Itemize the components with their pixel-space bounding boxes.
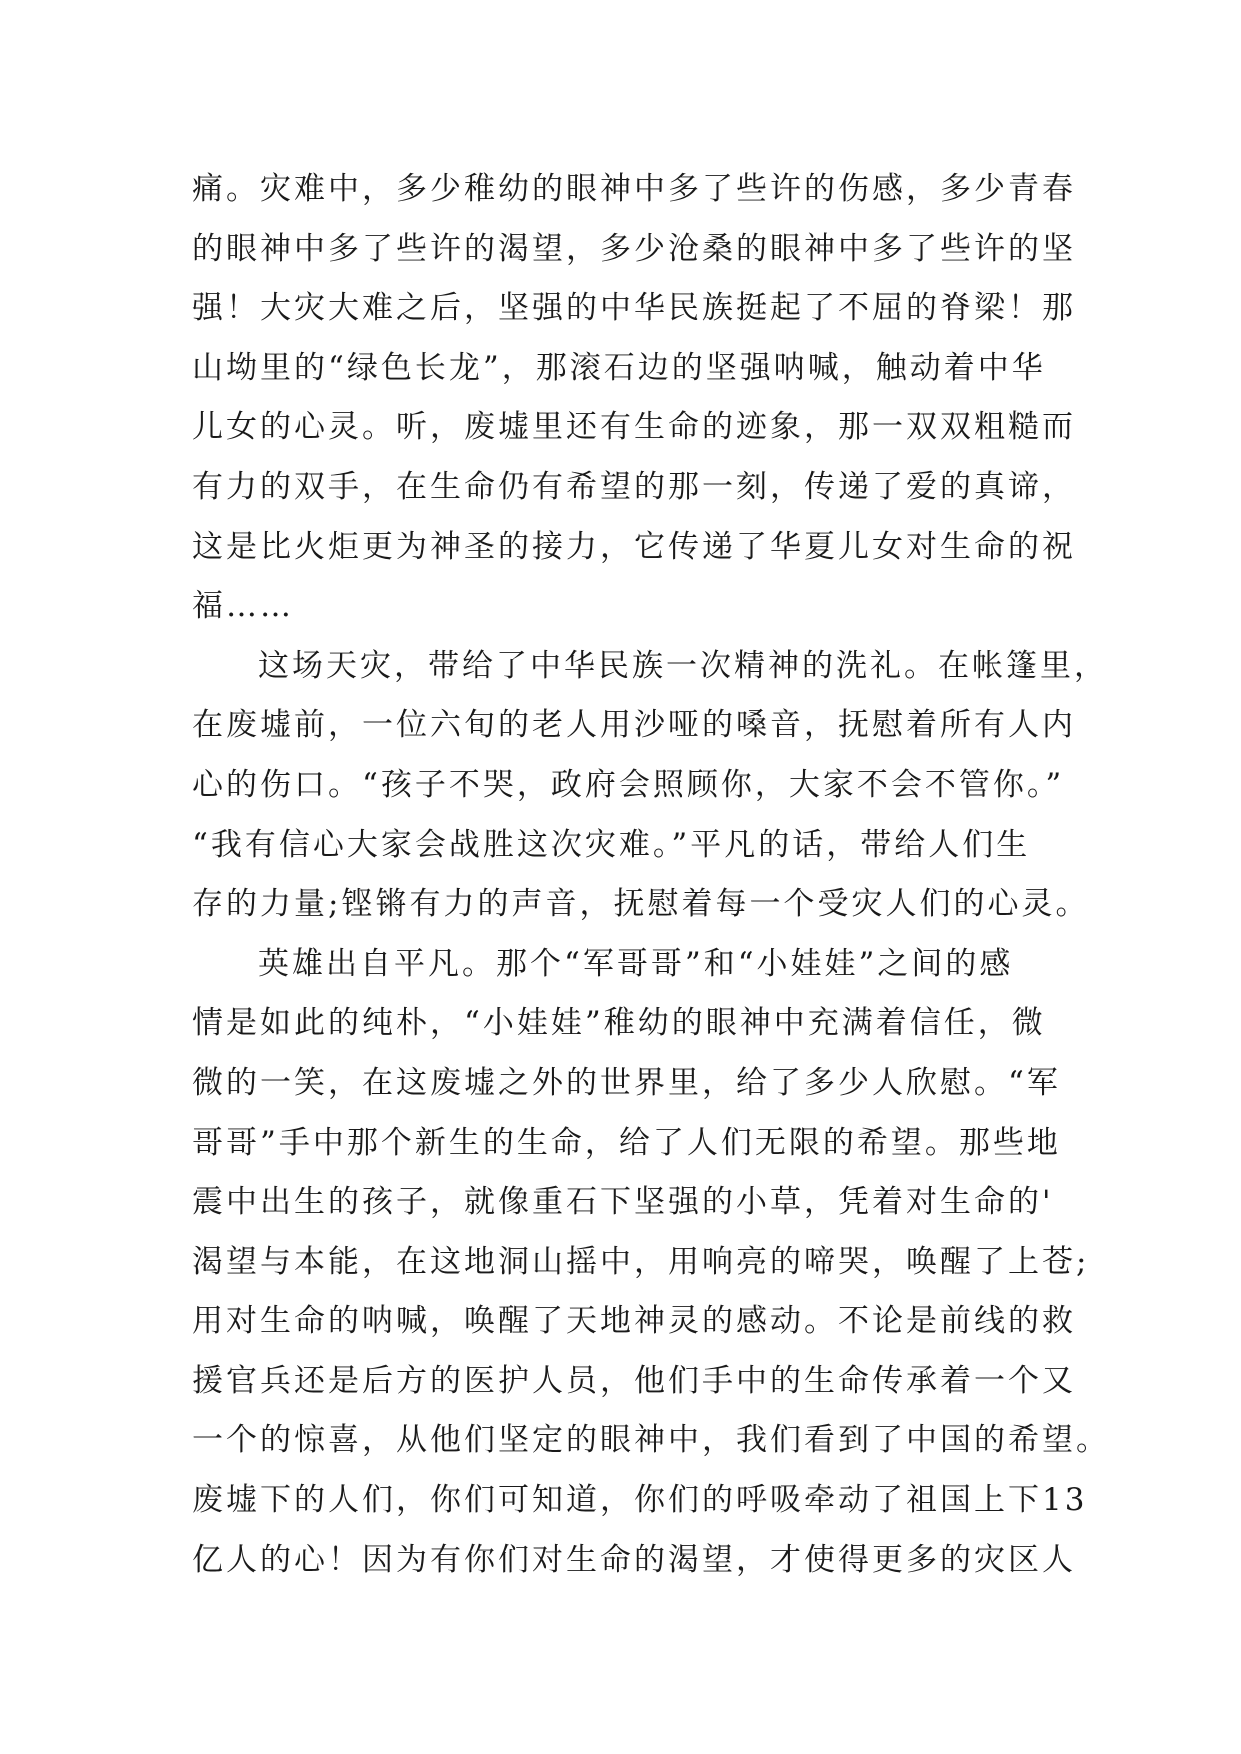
text-line: 儿女的心灵。听，废墟里还有生命的迹象，那一双双粗糙而 bbox=[192, 409, 1076, 446]
text-line: 有力的双手，在生命仍有希望的那一刻，传递了爱的真谛， bbox=[192, 468, 1076, 505]
text-line: 亿人的心！因为有你们对生命的渴望，才使得更多的灾区人 bbox=[192, 1541, 1076, 1578]
text-line: 福…… bbox=[192, 588, 294, 625]
text-line: 山坳里的“绿色长龙”，那滚石边的坚强呐喊，触动着中华 bbox=[192, 349, 1046, 386]
text-line: 渴望与本能，在这地洞山摇中，用响亮的啼哭，唤醒了上苍; bbox=[192, 1243, 1090, 1280]
text-line: 微的一笑，在这废墟之外的世界里，给了多少人欣慰。“军 bbox=[192, 1064, 1061, 1101]
text-line: 英雄出自平凡。那个“军哥哥”和“小娃娃”之间的感 bbox=[258, 945, 1014, 982]
text-line: 哥哥”手中那个新生的生命，给了人们无限的希望。那些地 bbox=[192, 1124, 1061, 1161]
text-line: 这场天灾，带给了中华民族一次精神的洗礼。在帐篷里， bbox=[258, 647, 1108, 684]
text-line: “我有信心大家会战胜这次灾难。”平凡的话，带给人们生 bbox=[192, 826, 1031, 863]
text-line: 强！大灾大难之后，坚强的中华民族挺起了不屈的脊梁！那 bbox=[192, 290, 1076, 327]
text-line: 痛。灾难中，多少稚幼的眼神中多了些许的伤感，多少青春 bbox=[192, 171, 1076, 207]
text-line: 情是如此的纯朴，“小娃娃”稚幼的眼神中充满着信任，微 bbox=[192, 1005, 1046, 1042]
text-line: 震中出生的孩子，就像重石下坚强的小草，凭着对生命的' bbox=[192, 1184, 1054, 1221]
text-line: 在废墟前，一位六旬的老人用沙哑的嗓音，抚慰着所有人内 bbox=[192, 707, 1076, 744]
text-line: 援官兵还是后方的医护人员，他们手中的生命传承着一个又 bbox=[192, 1362, 1076, 1399]
text-line: 废墟下的人们，你们可知道，你们的呼吸牵动了祖国上下13 bbox=[192, 1482, 1088, 1519]
text-line: 用对生命的呐喊，唤醒了天地神灵的感动。不论是前线的救 bbox=[192, 1303, 1076, 1340]
text-line: 一个的惊喜，从他们坚定的眼神中，我们看到了中国的希望。 bbox=[192, 1422, 1110, 1459]
text-line: 这是比火炬更为神圣的接力，它传递了华夏儿女对生命的祝 bbox=[192, 528, 1076, 565]
text-line: 存的力量;铿锵有力的声音，抚慰着每一个受灾人们的心灵。 bbox=[192, 886, 1090, 923]
text-line: 心的伤口。“孩子不哭，政府会照顾你，大家不会不管你。” bbox=[192, 766, 1065, 803]
body-text bbox=[192, 160, 1110, 1590]
text-line: 的眼神中多了些许的渴望，多少沧桑的眼神中多了些许的坚 bbox=[192, 230, 1076, 267]
